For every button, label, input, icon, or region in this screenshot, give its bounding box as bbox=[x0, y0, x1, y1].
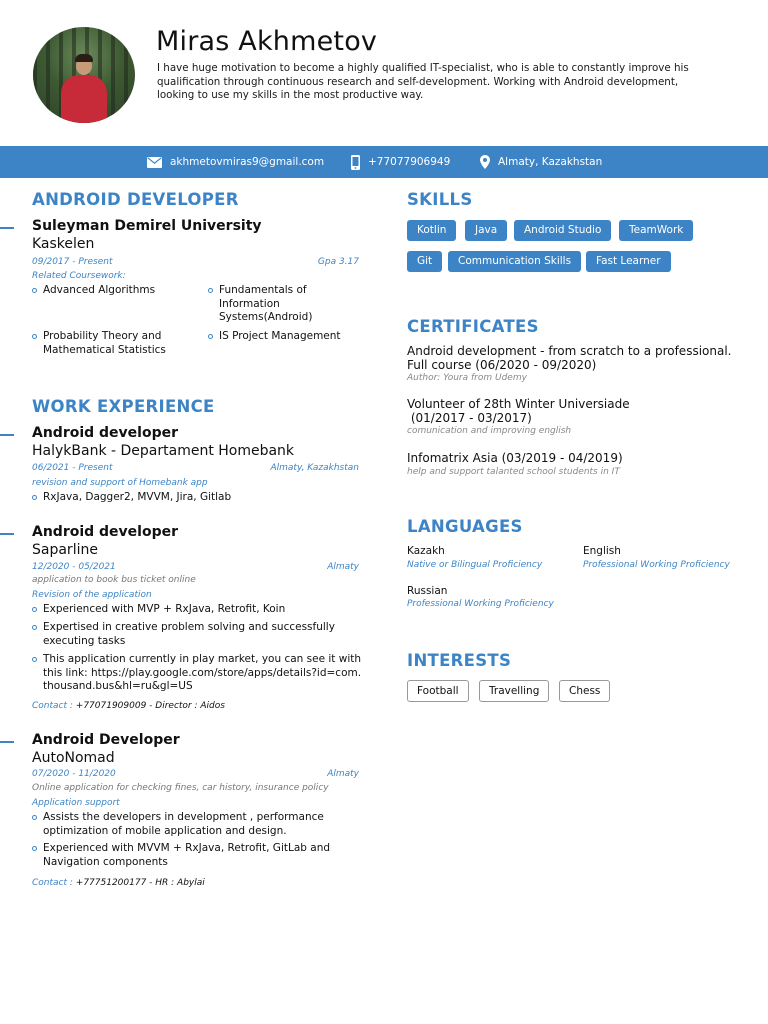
job-dates: 12/2020 - 05/2021 bbox=[32, 562, 116, 572]
language-level: Professional Working Proficiency bbox=[407, 599, 554, 609]
job-title: Android Developer bbox=[32, 732, 180, 748]
timeline-marker bbox=[0, 533, 14, 535]
education-dates: 09/2017 - Present bbox=[32, 257, 113, 267]
course-item: Advanced Algorithms bbox=[32, 284, 202, 298]
bullet-dot bbox=[32, 815, 37, 820]
job-description: application to book bus ticket online bbox=[32, 575, 196, 585]
certificate-title: Android development - from scratch to a professional. Full course (06/2020 - 09/2020) bbox=[407, 344, 732, 372]
map-pin-icon bbox=[480, 155, 490, 169]
job-subtitle: Revision of the application bbox=[32, 590, 152, 600]
job-subtitle: revision and support of Homebank app bbox=[32, 478, 208, 488]
job-bullet: Expertised in creative problem solving and successfully executing tasks bbox=[32, 621, 347, 648]
job-dates: 07/2020 - 11/2020 bbox=[32, 769, 116, 779]
skill-tag: Kotlin bbox=[407, 220, 456, 241]
resume-header bbox=[0, 0, 768, 145]
job-subtitle: Application support bbox=[32, 798, 120, 808]
skills-section-title: SKILLS bbox=[407, 190, 473, 209]
phone-text: +77077906949 bbox=[368, 156, 451, 168]
photo-person-hair bbox=[75, 54, 93, 62]
language-name: Russian bbox=[407, 585, 448, 597]
location-text: Almaty, Kazakhstan bbox=[498, 156, 603, 168]
interest-tag: Travelling bbox=[479, 680, 549, 702]
skill-tag: Java bbox=[465, 220, 507, 241]
bullet-dot bbox=[208, 334, 213, 339]
bullet-dot bbox=[32, 607, 37, 612]
contact-location bbox=[480, 146, 602, 178]
bullet-dot bbox=[32, 288, 37, 293]
job-bullet: Experienced with MVVM + RxJava, Retrofit, GitLab and Navigation components bbox=[32, 842, 352, 869]
course-item: Probability Theory and Mathematical Statistics bbox=[32, 330, 202, 357]
skill-tag: Android Studio bbox=[514, 220, 611, 241]
work-section-title: WORK EXPERIENCE bbox=[32, 397, 215, 416]
skill-tag: Communication Skills bbox=[448, 251, 581, 272]
certificate-description: Author: Youra from Udemy bbox=[407, 373, 527, 383]
certificate-title: Volunteer of 28th Winter Universiade (01/2017 - 03/2017) bbox=[407, 397, 630, 425]
job-company: AutoNomad bbox=[32, 750, 115, 766]
bullet-dot bbox=[208, 288, 213, 293]
job-description: Online application for checking fines, car history, insurance policy bbox=[32, 783, 329, 793]
certificate-description: help and support talanted school students in IT bbox=[407, 467, 620, 477]
skill-tag: Git bbox=[407, 251, 442, 272]
course-item: Fundamentals of Information Systems(Android) bbox=[208, 284, 348, 325]
contact-phone[interactable] bbox=[351, 146, 450, 178]
timeline-marker bbox=[0, 227, 14, 229]
course-item: IS Project Management bbox=[208, 330, 358, 344]
reference-label: Contact : bbox=[32, 878, 73, 888]
job-location: Almaty bbox=[327, 562, 359, 572]
contact-email[interactable] bbox=[147, 146, 324, 178]
bullet-dot bbox=[32, 334, 37, 339]
job-reference bbox=[32, 701, 225, 711]
job-title: Android developer bbox=[32, 524, 179, 540]
bullet-dot bbox=[32, 657, 37, 662]
job-dates: 06/2021 - Present bbox=[32, 463, 113, 473]
school-city: Kaskelen bbox=[32, 236, 95, 252]
photo-person-body bbox=[61, 75, 107, 123]
mobile-phone-icon bbox=[351, 155, 360, 170]
job-title: Android developer bbox=[32, 425, 179, 441]
reference-label: Contact : bbox=[32, 701, 73, 711]
interest-tag: Chess bbox=[559, 680, 610, 702]
job-reference bbox=[32, 878, 205, 888]
skill-tag: Fast Learner bbox=[586, 251, 671, 272]
email-text: akhmetovmiras9@gmail.com bbox=[170, 156, 325, 168]
bullet-dot bbox=[32, 495, 37, 500]
job-company: Saparline bbox=[32, 542, 98, 558]
certificate-title: Infomatrix Asia (03/2019 - 04/2019) bbox=[407, 451, 623, 465]
job-bullet: Experienced with MVP + RxJava, Retrofit, Koin bbox=[32, 603, 362, 617]
job-location: Almaty, Kazakhstan bbox=[270, 463, 359, 473]
job-company: HalykBank - Departament Homebank bbox=[32, 443, 295, 459]
job-bullet[interactable]: This application currently in play market, you can see it with this link: https://play.google.com/store/apps/details?id=com.thousand.bus&hl=ru&gl=US bbox=[32, 653, 362, 694]
profile-photo bbox=[33, 27, 135, 123]
education-gpa: Gpa 3.17 bbox=[317, 257, 359, 267]
education-section-title: ANDROID DEVELOPER bbox=[32, 190, 239, 209]
language-level: Professional Working Proficiency bbox=[583, 560, 730, 570]
certificate-description: comunication and improving english bbox=[407, 426, 572, 436]
interests-section-title: INTERESTS bbox=[407, 651, 512, 670]
contact-bar bbox=[0, 146, 768, 178]
timeline-marker bbox=[0, 434, 14, 436]
reference-value: +77071909009 - Director : Aidos bbox=[72, 701, 225, 711]
envelope-icon bbox=[147, 157, 162, 168]
candidate-name: Miras Akhmetov bbox=[156, 26, 378, 57]
certificates-section-title: CERTIFICATES bbox=[407, 317, 539, 336]
language-level: Native or Bilingual Proficiency bbox=[407, 560, 543, 570]
skill-tag: TeamWork bbox=[619, 220, 693, 241]
coursework-label: Related Coursework: bbox=[32, 271, 126, 281]
interest-tag: Football bbox=[407, 680, 469, 702]
bullet-dot bbox=[32, 846, 37, 851]
languages-section-title: LANGUAGES bbox=[407, 517, 523, 536]
timeline-marker bbox=[0, 741, 14, 743]
job-bullet: RxJava, Dagger2, MVVM, Jira, Gitlab bbox=[32, 491, 362, 505]
job-bullet: Assists the developers in development , performance optimization of mobile application and design. bbox=[32, 811, 352, 838]
language-name: Kazakh bbox=[407, 545, 445, 557]
candidate-summary: I have huge motivation to become a highly qualified IT-specialist, who is able to constantly improve his qualification through continuous research and self-development. Working with Android development, looking to use my skills in the most productive way. bbox=[157, 62, 689, 101]
bullet-dot bbox=[32, 625, 37, 630]
school-name: Suleyman Demirel University bbox=[32, 218, 262, 234]
language-name: English bbox=[583, 545, 621, 557]
reference-value: +77751200177 - HR : Abylai bbox=[72, 878, 205, 888]
job-location: Almaty bbox=[327, 769, 359, 779]
